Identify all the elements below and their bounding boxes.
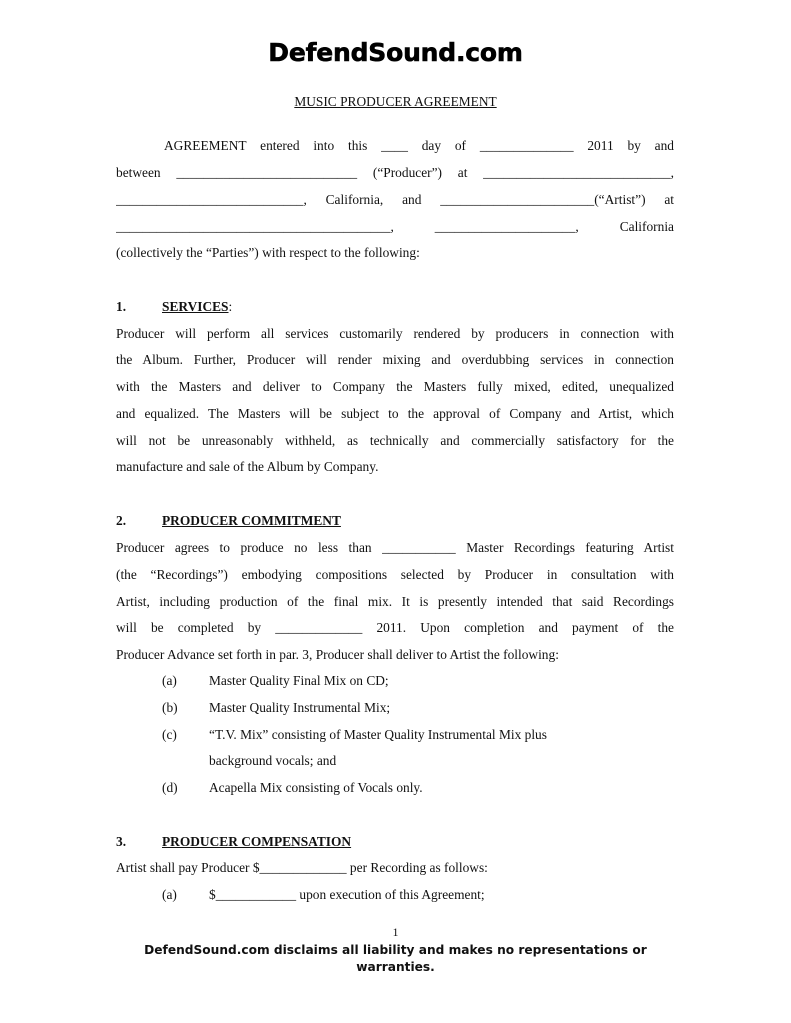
- section-title: PRODUCER COMMITMENT: [162, 513, 341, 528]
- list-item-text: “T.V. Mix” consisting of Master Quality Instrumental Mix plus: [209, 727, 547, 742]
- list-item: [162, 698, 390, 718]
- section-number: 2.: [116, 513, 127, 528]
- intro-line: (collectively the “Parties”) with respect to the following:: [116, 245, 420, 260]
- intro-line: _________________________________________, _____________________, California: [116, 219, 674, 234]
- list-item-letter: (d): [162, 780, 178, 795]
- list-item-text: Master Quality Final Mix on CD;: [209, 673, 389, 688]
- list-item-continuation: background vocals; and: [209, 753, 337, 768]
- paragraph-line: the Album. Further, Producer will render mixing and overdubbing services in connection: [116, 352, 674, 367]
- section-number: 3.: [116, 834, 127, 849]
- intro-line: between ___________________________ (“Producer”) at ____________________________,: [116, 165, 674, 180]
- section-heading-services: [116, 297, 232, 317]
- intro-line: AGREEMENT entered into this ____ day of ______________ 2011 by and: [164, 138, 674, 153]
- page-number: 1: [392, 925, 399, 939]
- list-item: [162, 885, 485, 905]
- list-item-letter: (a): [162, 673, 177, 688]
- paragraph-line: Producer agrees to produce no less than ___________ Master Recordings featuring Artist: [116, 540, 674, 555]
- section-number: 1.: [116, 299, 127, 314]
- list-item-letter: (c): [162, 727, 177, 742]
- footer-disclaimer: DefendSound.com disclaims all liability and makes no representations or warranties.: [144, 943, 647, 974]
- brand-logo: DefendSound.com: [268, 38, 523, 67]
- section-title: SERVICES: [162, 299, 229, 314]
- paragraph-line: manufacture and sale of the Album by Company.: [116, 459, 379, 474]
- section-heading-producer-compensation: [116, 832, 351, 852]
- list-item: [162, 671, 389, 691]
- list-item: [162, 778, 423, 798]
- list-item-text: Master Quality Instrumental Mix;: [209, 700, 391, 715]
- list-item-letter: (a): [162, 887, 177, 902]
- paragraph-line: (the “Recordings”) embodying compositions selected by Producer in consultation with: [116, 567, 674, 582]
- section-title-suffix: :: [228, 299, 233, 314]
- list-item-text: $____________ upon execution of this Agreement;: [209, 887, 485, 902]
- list-item-letter: (b): [162, 700, 178, 715]
- paragraph-line: Artist, including production of the final mix. It is presently intended that said Recordings: [116, 594, 674, 609]
- paragraph-line: Artist shall pay Producer $_____________ per Recording as follows:: [116, 860, 488, 875]
- section-heading-producer-commitment: [116, 511, 341, 531]
- intro-line: ____________________________, California, and _______________________(“Artist”) at: [116, 192, 674, 207]
- list-item: [162, 725, 547, 745]
- paragraph-line: will not be unreasonably withheld, as technically and commercially satisfactory for the: [116, 433, 674, 448]
- document-title: MUSIC PRODUCER AGREEMENT: [294, 94, 497, 109]
- list-item-text: Acapella Mix consisting of Vocals only.: [209, 780, 423, 795]
- paragraph-line: with the Masters and deliver to Company the Masters fully mixed, edited, unequalized: [116, 379, 674, 394]
- paragraph-line: will be completed by _____________ 2011. Upon completion and payment of the: [116, 620, 674, 635]
- paragraph-line: Producer Advance set forth in par. 3, Producer shall deliver to Artist the following:: [116, 647, 559, 662]
- paragraph-line: and equalized. The Masters will be subject to the approval of Company and Artist, which: [116, 406, 674, 421]
- section-title: PRODUCER COMPENSATION: [162, 834, 352, 849]
- paragraph-line: Producer will perform all services customarily rendered by producers in connection with: [116, 326, 674, 341]
